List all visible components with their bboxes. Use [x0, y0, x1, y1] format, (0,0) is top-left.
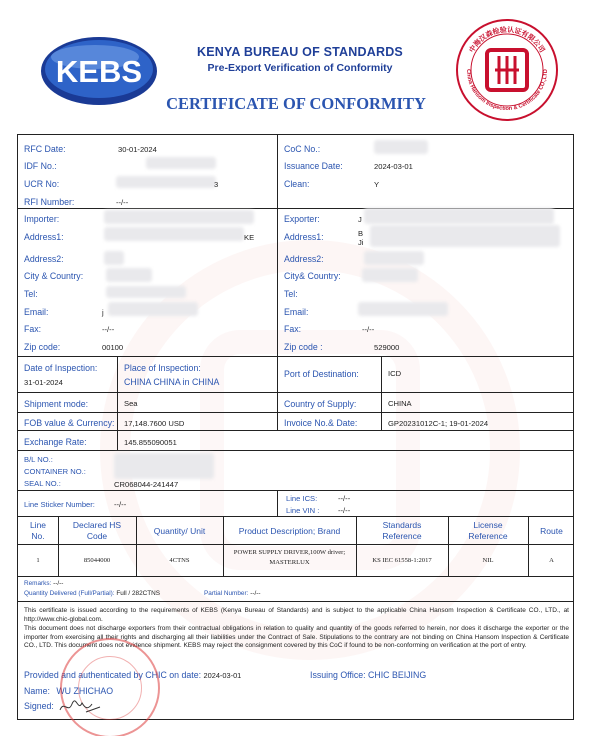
cell-desc: POWER SUPPLY DRIVER,100W driver; MASTERLUX	[233, 549, 346, 566]
col-header-lic: License Reference	[468, 520, 508, 541]
rfi-label: RFI Number:	[24, 197, 75, 207]
redacted-exporter-email	[358, 302, 448, 316]
invoice-value: GP20231012C-1; 19-01-2024	[388, 419, 489, 428]
exporter-zip-label: Zip code :	[284, 342, 323, 352]
statement-paragraph-1: This certificate is issued according to the requirements of KEBS (Kenya Bureau of Standards) and is subject to the applicable China Hansom Inspection & Certificate CO., LTD., at http://www.chic-global.com.	[24, 607, 569, 623]
rfc-date-label: RFC Date:	[24, 144, 66, 154]
exporter-email-label: Email:	[284, 307, 309, 317]
cell-std: KS IEC 61558-1:2017	[372, 557, 432, 564]
invoice-label: Invoice No.& Date:	[284, 418, 358, 428]
exporter-address1-a: B	[358, 229, 364, 238]
rfc-date: 30-01-2024	[118, 145, 157, 154]
svg-text:中海汉森检验认证有限公司: 中海汉森检验认证有限公司	[468, 26, 546, 54]
exporter-address1-label: Address1:	[284, 232, 324, 242]
exporter-address1-b: Ji	[358, 238, 364, 247]
cell-route: A	[549, 557, 554, 564]
coc-label: CoC No.:	[284, 144, 321, 154]
quantity-delivered: Quantity Delivered (Full/Partial): Full / 282CTNS	[24, 590, 161, 597]
redacted-importer	[104, 210, 254, 224]
col-header-qty: Quantity/ Unit	[153, 526, 206, 536]
redacted-exporter-address2	[364, 251, 424, 265]
redacted-exporter-city	[362, 268, 418, 282]
seal-label: SEAL NO.:	[24, 479, 61, 488]
supply-value: CHINA	[388, 399, 412, 408]
exporter-zip: 529000	[374, 343, 400, 352]
clean-label: Clean:	[284, 179, 310, 189]
importer-address1-label: Address1:	[24, 232, 64, 242]
divider	[117, 393, 118, 451]
redacted-coc	[374, 140, 428, 154]
container-label: CONTAINER NO.:	[24, 467, 86, 476]
fob-value: 17,148.7600 USD	[124, 419, 185, 428]
shipment-mode-label: Shipment mode:	[24, 399, 89, 409]
chic-seal	[455, 18, 559, 122]
redacted-exporter-address	[370, 225, 560, 247]
cell-qty: 4CTNS	[169, 557, 190, 564]
signature	[58, 698, 102, 716]
redacted-ucr	[116, 176, 219, 189]
inspection-place: CHINA CHINA in CHINA	[124, 377, 220, 387]
vin-label: Line VIN :	[286, 506, 320, 515]
program-name: Pre-Export Verification of Conformity	[207, 62, 393, 74]
importer-fax: --/--	[102, 325, 115, 334]
cell-line: 1	[36, 557, 40, 564]
signed-label: Signed:	[24, 701, 54, 711]
remarks: Remarks: --/--	[24, 580, 64, 587]
port-value: ICD	[388, 369, 402, 378]
importer-email-prefix: j	[102, 308, 104, 317]
port-label: Port of Destination:	[284, 369, 359, 379]
importer-email-label: Email:	[24, 307, 49, 317]
clean-value: Y	[374, 180, 380, 189]
redacted-importer-city	[106, 268, 152, 282]
svg-text:KEBS: KEBS	[55, 54, 143, 89]
importer-address2-label: Address2:	[24, 254, 64, 264]
col-header-desc: Product Description; Brand	[238, 526, 341, 536]
redacted-container	[114, 453, 214, 479]
org-name: KENYA BUREAU OF STANDARDS	[197, 45, 403, 59]
redacted-importer-tel	[106, 286, 186, 298]
exporter-prefix: J	[358, 215, 362, 224]
col-header-line: Line No.	[29, 520, 47, 541]
redacted-idf	[146, 157, 216, 169]
importer-zip: 00100	[102, 343, 124, 352]
kebs-logo	[39, 35, 159, 107]
idf-label: IDF No.:	[24, 161, 57, 171]
seal-value: CR068044-241447	[114, 480, 179, 489]
cell-hs: 85044000	[83, 557, 111, 564]
col-header-hs: Declared HS Code	[72, 520, 122, 541]
divider	[381, 393, 382, 431]
divider	[277, 393, 278, 431]
document-title: CERTIFICATE OF CONFORMITY	[166, 94, 426, 113]
provided-by: Provided and authenticated by CHIC on date: 2024-03-01	[24, 670, 242, 680]
redacted-importer-email	[108, 302, 198, 316]
ics-value: --/--	[338, 494, 351, 503]
divider	[277, 491, 278, 517]
importer-tel-label: Tel:	[24, 289, 38, 299]
shipment-mode: Sea	[124, 399, 138, 408]
exporter-tel-label: Tel:	[284, 289, 298, 299]
importer-fax-label: Fax:	[24, 324, 42, 334]
inspection-place-label: Place of Inspection:	[124, 363, 201, 373]
exporter-label: Exporter:	[284, 214, 320, 224]
exporter-city-label: City& Country:	[284, 271, 341, 281]
inspection-date: 31-01-2024	[24, 378, 63, 387]
col-header-route: Route	[540, 526, 563, 536]
statement-paragraph-2: This document does not discharge exporters from their contractual obligations in relation to quality and quantity of the goods referred to herein, nor does it discharge the exporter or the importer from exercising all their rights and discharging all their liabilities under the Contract of Sale. Stipulations to the contrary are not binding on China Hansom Inspection & Certificate CO., LTD. This document does not evidence shipment. KEBS may reject the consignment covered by this CoC if found to be non-conforming on verification at the port of entry.	[24, 625, 569, 650]
redacted-exporter	[364, 208, 554, 224]
redacted-importer-address	[104, 227, 244, 241]
header-titles	[170, 45, 430, 74]
issuing-office: Issuing Office: CHIC BEIJING	[310, 670, 427, 680]
ucr-tail: 3	[214, 180, 219, 189]
cell-lic: NIL	[482, 557, 494, 564]
certificate-form	[17, 134, 574, 720]
ucr-label: UCR No:	[24, 179, 60, 189]
svg-text:China Hansom Inspection & Cert: China Hansom Inspection & Certificate CO.,LTD	[464, 69, 550, 113]
col-header-std: Standards Reference	[382, 520, 422, 541]
exporter-fax: --/--	[362, 325, 375, 334]
signer-name: Name: WU ZHICHAO	[24, 686, 114, 696]
bl-label: B/L NO.:	[24, 455, 53, 464]
ics-label: Line ICS:	[286, 494, 318, 503]
importer-label: Importer:	[24, 214, 60, 224]
supply-label: Country of Supply:	[284, 399, 357, 409]
partial-number: Partial Number: --/--	[204, 590, 261, 597]
divider	[117, 357, 118, 393]
issuance-label: Issuance Date:	[284, 161, 343, 171]
exporter-fax-label: Fax:	[284, 324, 302, 334]
importer-address1-tail: KE	[244, 233, 255, 242]
rfi-value: --/--	[116, 198, 129, 207]
divider	[277, 357, 278, 393]
exchange-row	[18, 431, 573, 451]
exporter-address2-label: Address2:	[284, 254, 324, 264]
redacted-importer-address2	[104, 251, 124, 265]
importer-city-label: City & Country:	[24, 271, 84, 281]
divider	[277, 135, 278, 209]
fob-label: FOB value & Currency:	[24, 418, 115, 428]
issuance-date: 2024-03-01	[374, 162, 413, 171]
section-container	[18, 451, 573, 491]
divider	[18, 601, 573, 602]
sticker-value: --/--	[114, 500, 127, 509]
divider	[381, 357, 382, 393]
exchange-rate: 145.855090051	[124, 438, 177, 447]
divider	[277, 209, 278, 357]
vin-value: --/--	[338, 506, 351, 515]
importer-zip-label: Zip code:	[24, 342, 61, 352]
inspection-date-label: Date of Inspection:	[24, 363, 98, 373]
exchange-rate-label: Exchange Rate:	[24, 437, 87, 447]
sticker-label: Line Sticker Number:	[24, 500, 95, 509]
